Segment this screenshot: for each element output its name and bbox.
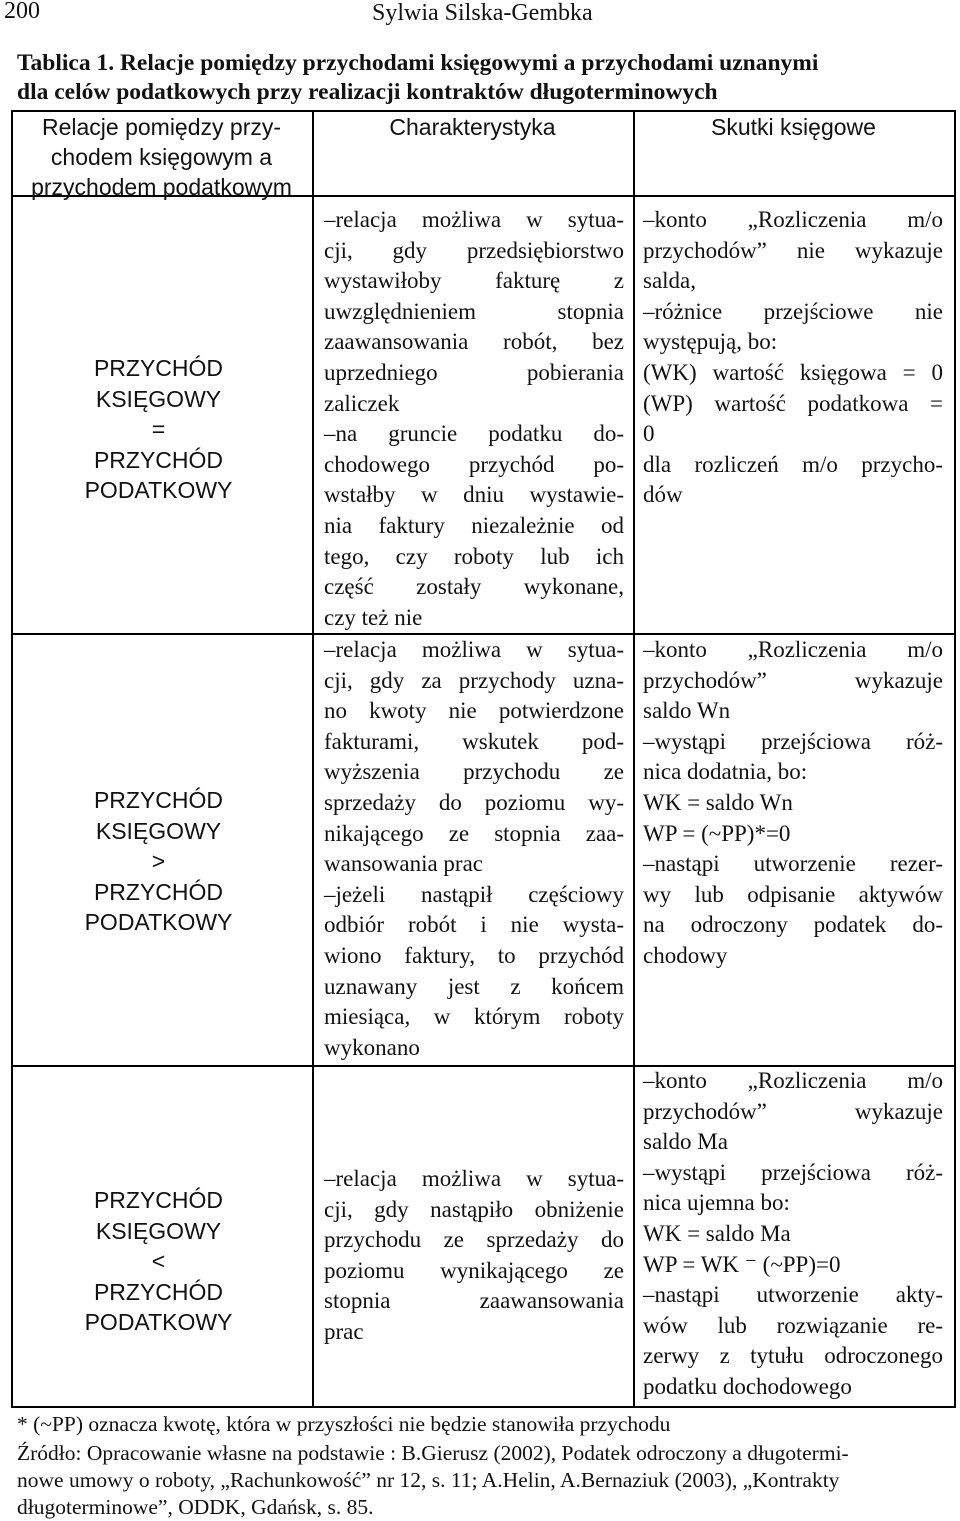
text-line: nica dodatnia, bo: xyxy=(643,759,808,785)
text-line: cji, gdy za przychody uzna- xyxy=(324,667,624,693)
text-line: saldo Wn xyxy=(643,698,731,724)
relation-line: PRZYCHÓD xyxy=(93,787,224,813)
text-line: tego, czy roboty lub ich xyxy=(324,543,624,569)
text-line: na odroczony podatek do- xyxy=(643,912,943,938)
text-line: cji, gdy przedsiębiorstwo xyxy=(324,237,624,263)
source-line: nowe umowy o roboty, „Rachunkowość” nr 12, s. 11; A.Helin, A.Bernaziuk (2003), „Kontrakty xyxy=(17,1468,840,1492)
relation-line: < xyxy=(151,1248,166,1274)
text-line: występują, bo: xyxy=(643,329,778,355)
source-line: Źródło: Opracowanie własne na podstawie : B.Gierusz (2002), Podatek odroczony a długotermi- xyxy=(17,1441,849,1465)
relation-line: PRZYCHÓD xyxy=(93,355,224,381)
column-divider xyxy=(633,110,635,1408)
table xyxy=(11,110,956,1408)
text-line: –konto „Rozliczenia m/o xyxy=(643,637,943,662)
text-line: wy lub odpisanie aktywów xyxy=(643,881,943,907)
table-border-right xyxy=(954,110,956,1408)
text-line: przychodów” wykazuje xyxy=(643,1098,943,1124)
footnote: * (~PP) oznacza kwotę, która w przyszłości nie będzie stanowiła przychodu xyxy=(17,1412,671,1436)
effects-cell xyxy=(643,635,943,972)
text-line: –nastąpi utworzenie rezer- xyxy=(643,851,943,877)
text-line: przychodu ze sprzedaży do xyxy=(324,1227,624,1253)
text-line: wykonano xyxy=(324,1034,420,1060)
column-divider xyxy=(312,110,314,1408)
text-line: –jeżeli nastąpił częściowy xyxy=(324,881,624,907)
text-line: WK = saldo Ma xyxy=(643,1220,791,1246)
text-line: –wystąpi przejściowa róż- xyxy=(643,728,943,754)
effects-cell xyxy=(643,205,943,511)
text-line: 0 xyxy=(643,421,655,447)
text-line: odbiór robót i nie wysta- xyxy=(324,912,624,938)
text-line: podatku dochodowego xyxy=(643,1373,852,1399)
text-line: nikającego ze stopnia zaa- xyxy=(324,820,624,846)
relation-line: KSIĘGOWY xyxy=(95,817,222,844)
table-border-bottom xyxy=(11,1406,956,1408)
source-line: długoterminowe”, ODDK, Gdańsk, s. 85. xyxy=(17,1495,374,1519)
text-line: uprzedniego pobierania xyxy=(324,359,624,385)
relation-line: > xyxy=(151,848,166,874)
relation-cell-equal xyxy=(11,353,306,506)
relation-line: PRZYCHÓD xyxy=(93,1278,224,1305)
text-line: uznawany jest z końcem xyxy=(324,973,624,999)
text-line: chodowy xyxy=(643,942,728,968)
relation-line: PRZYCHÓD xyxy=(93,878,224,905)
text-line: wów lub rozwiązanie re- xyxy=(643,1312,943,1338)
page-number: 200 xyxy=(4,0,40,24)
table-caption xyxy=(17,49,947,107)
relation-line: = xyxy=(151,416,166,442)
text-line: nia faktury niezależnie od xyxy=(324,512,624,538)
text-line: fakturami, wskutek pod- xyxy=(324,728,624,754)
relation-line: PODATKOWY xyxy=(84,909,233,935)
relation-line: PODATKOWY xyxy=(84,1309,233,1335)
characteristic-cell xyxy=(324,1164,624,1348)
caption-line: Tablica 1. Relacje pomiędzy przychodami księgowymi a przychodami uznanymi xyxy=(17,50,819,76)
relation-cell-less xyxy=(11,1185,306,1338)
text-line: salda, xyxy=(643,268,697,294)
text-line: czy też nie xyxy=(324,604,423,630)
characteristic-cell xyxy=(324,635,624,1063)
text-line: –relacja możliwa w sytua- xyxy=(324,1166,624,1191)
caption-line: dla celów podatkowych przy realizacji kontraktów długoterminowych xyxy=(17,79,718,105)
text-line: –konto „Rozliczenia m/o xyxy=(643,1068,943,1093)
text-line: przychodów” nie wykazuje xyxy=(643,237,943,263)
effects-cell xyxy=(643,1066,943,1403)
relation-line: PRZYCHÓD xyxy=(93,1187,224,1213)
text-line: sprzedaży do poziomu wy- xyxy=(324,789,624,815)
text-line: –nastąpi utworzenie akty- xyxy=(643,1282,943,1308)
relation-line: KSIĘGOWY xyxy=(95,1217,222,1244)
text-line: dla rozliczeń m/o przycho- xyxy=(643,451,943,477)
text-line: poziomu wynikającego ze xyxy=(324,1257,624,1283)
text-line: wstałby w dniu wystawie- xyxy=(324,482,624,508)
text-line: saldo Ma xyxy=(643,1129,728,1155)
text-line: (WP) wartość podatkowa = xyxy=(643,390,943,416)
relation-line: PRZYCHÓD xyxy=(93,446,224,473)
header-line: chodem księgowym a xyxy=(50,144,273,170)
text-line: część zostały wykonane, xyxy=(324,574,624,600)
text-line: WP = (~PP)*=0 xyxy=(643,820,791,846)
text-line: przychodów” wykazuje xyxy=(643,667,943,693)
header-effects: Skutki księgowe xyxy=(711,114,876,140)
text-line: wystawiłoby fakturę z xyxy=(324,268,624,294)
text-line: no kwoty nie potwierdzone xyxy=(324,698,624,724)
text-line: nica ujemna bo: xyxy=(643,1190,790,1216)
header-line: Relacje pomiędzy przy- xyxy=(41,114,282,140)
text-line: –różnice przejściowe nie xyxy=(643,298,943,324)
header-characteristic: Charakterystyka xyxy=(389,114,556,140)
running-head: Sylwia Silska-Gembka xyxy=(372,0,593,26)
text-line: –relacja możliwa w sytua- xyxy=(324,207,624,232)
text-line: chodowego przychód po- xyxy=(324,451,624,477)
relation-line: KSIĘGOWY xyxy=(95,385,222,412)
text-line: –konto „Rozliczenia m/o xyxy=(643,207,943,232)
text-line: stopnia zaawansowania xyxy=(324,1288,624,1314)
text-line: WK = saldo Wn xyxy=(643,789,793,815)
text-line: –wystąpi przejściowa róż- xyxy=(643,1159,943,1185)
text-line: zaawansowania robót, bez xyxy=(324,329,624,355)
text-line: dów xyxy=(643,482,683,508)
text-line: wiono faktury, to przychód xyxy=(324,942,624,968)
characteristic-cell xyxy=(324,205,624,633)
text-line: wyższenia przychodu ze xyxy=(324,759,624,785)
header-relation xyxy=(11,112,312,202)
text-line: uwzględnieniem stopnia xyxy=(324,298,624,324)
text-line: cji, gdy nastąpiło obniżenie xyxy=(324,1196,624,1222)
header-line: przychodem podatkowym xyxy=(31,174,292,200)
relation-cell-greater xyxy=(11,785,306,938)
text-line: –relacja możliwa w sytua- xyxy=(324,637,624,662)
text-line: (WK) wartość księgowa = 0 xyxy=(643,359,943,385)
source-note xyxy=(17,1440,849,1521)
text-line: prac xyxy=(324,1318,364,1344)
text-line: zaliczek xyxy=(324,390,400,416)
relation-line: PODATKOWY xyxy=(84,477,233,503)
text-line: –na gruncie podatku do- xyxy=(324,421,624,447)
text-line: WP = WK ⁻ (~PP)=0 xyxy=(643,1251,841,1277)
text-line: zerwy z tytułu odroczonego xyxy=(643,1343,943,1369)
text-line: miesiąca, w którym roboty xyxy=(324,1004,624,1030)
text-line: wansowania prac xyxy=(324,851,484,877)
